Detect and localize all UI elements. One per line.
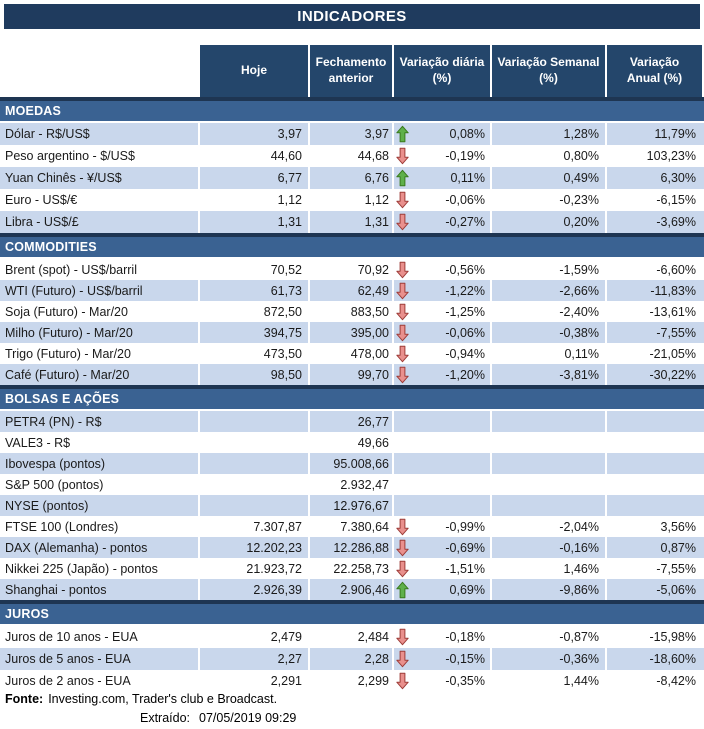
row-label: PETR4 (PN) - R$	[5, 414, 102, 429]
fechamento-value: 2,484	[308, 626, 392, 648]
source-label: Fonte:	[5, 691, 44, 706]
source-note	[0, 689, 704, 708]
trend-down-icon	[396, 324, 409, 341]
trend-up-icon	[396, 170, 409, 187]
variacao-semanal-value: -0,16%	[490, 537, 605, 558]
variacao-semanal-value: 0,49%	[490, 167, 605, 189]
row-label: Juros de 5 anos - EUA	[5, 652, 131, 666]
variacao-anual-value: -8,42%	[605, 670, 702, 692]
variacao-anual-value: -15,98%	[605, 626, 702, 648]
variacao-semanal-value	[490, 453, 605, 474]
row-label: Café (Futuro) - Mar/20	[5, 367, 130, 382]
hoje-value	[198, 432, 308, 453]
table-row	[0, 167, 704, 189]
variacao-semanal-value: -0,87%	[490, 626, 605, 648]
variacao-diaria-value: -1,25%	[445, 304, 485, 319]
row-label: Peso argentino - $/US$	[5, 149, 135, 163]
page-title-text: INDICADORES	[297, 8, 407, 25]
fechamento-value: 12.976,67	[308, 495, 392, 516]
variacao-diaria-value: -0,19%	[445, 149, 485, 163]
hoje-value: 473,50	[198, 343, 308, 364]
variacao-anual-value	[605, 474, 702, 495]
hoje-value: 12.202,23	[198, 537, 308, 558]
row-label: S&P 500 (pontos)	[5, 477, 104, 492]
column-header-fechamento: Fechamento anterior	[308, 45, 392, 97]
section-header-moedas	[0, 97, 704, 123]
table-body	[0, 97, 704, 692]
fechamento-value: 1,12	[308, 189, 392, 211]
trend-down-icon	[396, 282, 409, 299]
column-header-variacao-semanal: Variação Semanal (%)	[490, 45, 605, 97]
hoje-value: 394,75	[198, 322, 308, 343]
row-label: Libra - US$/£	[5, 215, 79, 229]
hoje-value: 2,27	[198, 648, 308, 670]
fechamento-value: 395,00	[308, 322, 392, 343]
hoje-value: 61,73	[198, 280, 308, 301]
variacao-diaria-value: -0,18%	[445, 630, 485, 644]
hoje-value	[198, 495, 308, 516]
fechamento-value: 2.932,47	[308, 474, 392, 495]
section-title: BOLSAS E AÇÕES	[5, 392, 120, 406]
variacao-diaria-cell	[392, 123, 490, 145]
row-label: Juros de 10 anos - EUA	[5, 630, 138, 644]
fechamento-value: 2,28	[308, 648, 392, 670]
hoje-value: 7.307,87	[198, 516, 308, 537]
hoje-value	[198, 411, 308, 432]
fechamento-value: 22.258,73	[308, 558, 392, 579]
trend-down-icon	[396, 629, 409, 646]
fechamento-value: 99,70	[308, 364, 392, 385]
hoje-value: 2.926,39	[198, 579, 308, 600]
fechamento-value: 7.380,64	[308, 516, 392, 537]
table-row	[0, 411, 704, 432]
variacao-semanal-value: 0,80%	[490, 145, 605, 167]
hoje-value: 1,31	[198, 211, 308, 233]
variacao-semanal-value: 1,28%	[490, 123, 605, 145]
row-label: Dólar - R$/US$	[5, 127, 90, 141]
variacao-semanal-value: -3,81%	[490, 364, 605, 385]
table-row	[0, 211, 704, 233]
trend-down-icon	[396, 673, 409, 690]
variacao-diaria-cell	[392, 301, 490, 322]
hoje-value	[198, 474, 308, 495]
trend-down-icon	[396, 560, 409, 577]
variacao-semanal-value	[490, 474, 605, 495]
variacao-diaria-cell	[392, 259, 490, 280]
fechamento-value: 44,68	[308, 145, 392, 167]
variacao-diaria-cell	[392, 474, 490, 495]
row-label: NYSE (pontos)	[5, 498, 89, 513]
table-row	[0, 145, 704, 167]
section-title: COMMODITIES	[5, 240, 97, 254]
fechamento-value: 3,97	[308, 123, 392, 145]
column-header-hoje: Hoje	[198, 45, 308, 97]
row-label: FTSE 100 (Londres)	[5, 519, 119, 534]
variacao-anual-value: -6,60%	[605, 259, 702, 280]
fechamento-value: 1,31	[308, 211, 392, 233]
variacao-anual-value: -30,22%	[605, 364, 702, 385]
extracted-timestamp: 07/05/2019 09:29	[199, 710, 297, 725]
table-row	[0, 626, 704, 648]
extracted-label: Extraído:	[140, 710, 191, 725]
variacao-anual-value: 103,23%	[605, 145, 702, 167]
variacao-anual-value: -21,05%	[605, 343, 702, 364]
trend-up-icon	[396, 581, 409, 598]
indicators-table	[0, 45, 704, 692]
table-row	[0, 474, 704, 495]
variacao-diaria-cell	[392, 280, 490, 301]
variacao-diaria-value: -0,27%	[445, 215, 485, 229]
fechamento-value: 6,76	[308, 167, 392, 189]
hoje-value: 3,97	[198, 123, 308, 145]
variacao-anual-value: -3,69%	[605, 211, 702, 233]
variacao-diaria-value: -0,06%	[445, 325, 485, 340]
variacao-semanal-value: -0,38%	[490, 322, 605, 343]
variacao-diaria-cell	[392, 411, 490, 432]
variacao-anual-value: -11,83%	[605, 280, 702, 301]
row-label: Euro - US$/€	[5, 193, 78, 207]
fechamento-value: 12.286,88	[308, 537, 392, 558]
trend-down-icon	[396, 518, 409, 535]
variacao-diaria-value: -1,51%	[445, 561, 485, 576]
variacao-diaria-cell	[392, 453, 490, 474]
variacao-diaria-cell	[392, 495, 490, 516]
hoje-value: 21.923,72	[198, 558, 308, 579]
trend-down-icon	[396, 651, 409, 668]
hoje-value: 6,77	[198, 167, 308, 189]
variacao-anual-value	[605, 411, 702, 432]
variacao-diaria-value: -0,56%	[445, 262, 485, 277]
variacao-semanal-value: 1,44%	[490, 670, 605, 692]
row-label: Soja (Futuro) - Mar/20	[5, 304, 128, 319]
trend-down-icon	[396, 539, 409, 556]
fechamento-value: 70,92	[308, 259, 392, 280]
variacao-diaria-cell	[392, 626, 490, 648]
variacao-anual-value: -5,06%	[605, 579, 702, 600]
table-row	[0, 301, 704, 322]
variacao-diaria-value: 0,69%	[449, 582, 485, 597]
page-title	[4, 4, 700, 29]
variacao-diaria-cell	[392, 648, 490, 670]
hoje-value: 872,50	[198, 301, 308, 322]
variacao-diaria-value: 0,08%	[449, 127, 485, 141]
variacao-anual-value: 3,56%	[605, 516, 702, 537]
table-row	[0, 537, 704, 558]
variacao-anual-value: -7,55%	[605, 322, 702, 343]
trend-down-icon	[396, 366, 409, 383]
fechamento-value: 2.906,46	[308, 579, 392, 600]
variacao-diaria-value: -0,99%	[445, 519, 485, 534]
variacao-semanal-value	[490, 411, 605, 432]
table-row	[0, 579, 704, 600]
source-text: Investing.com, Trader's club e Broadcast.	[48, 691, 278, 706]
table-row	[0, 453, 704, 474]
hoje-value: 44,60	[198, 145, 308, 167]
variacao-anual-value	[605, 453, 702, 474]
fechamento-value: 26,77	[308, 411, 392, 432]
variacao-semanal-value	[490, 432, 605, 453]
section-header-commodities	[0, 233, 704, 259]
section-header-bolsas-e-a-es	[0, 385, 704, 411]
variacao-semanal-value: -0,36%	[490, 648, 605, 670]
fechamento-value: 478,00	[308, 343, 392, 364]
row-label: Juros de 2 anos - EUA	[5, 674, 131, 688]
table-row	[0, 322, 704, 343]
table-row	[0, 364, 704, 385]
trend-down-icon	[396, 261, 409, 278]
variacao-semanal-value	[490, 495, 605, 516]
column-header-variacao-diaria: Variação diária (%)	[392, 45, 490, 97]
variacao-diaria-value: -0,06%	[445, 193, 485, 207]
variacao-diaria-cell	[392, 145, 490, 167]
variacao-anual-value: -13,61%	[605, 301, 702, 322]
variacao-diaria-cell	[392, 167, 490, 189]
variacao-anual-value: -18,60%	[605, 648, 702, 670]
hoje-value: 2,479	[198, 626, 308, 648]
table-row	[0, 189, 704, 211]
trend-down-icon	[396, 345, 409, 362]
row-label: VALE3 - R$	[5, 435, 71, 450]
trend-down-icon	[396, 148, 409, 165]
fechamento-value: 883,50	[308, 301, 392, 322]
column-header-variacao-anual-text: Variação Anual (%)	[626, 55, 683, 85]
footer	[0, 689, 704, 727]
hoje-value: 70,52	[198, 259, 308, 280]
row-label: Nikkei 225 (Japão) - pontos	[5, 561, 158, 576]
variacao-diaria-value: -0,35%	[445, 674, 485, 688]
fechamento-value: 49,66	[308, 432, 392, 453]
variacao-semanal-value: -2,40%	[490, 301, 605, 322]
row-label: Brent (spot) - US$/barril	[5, 262, 137, 277]
table-row	[0, 558, 704, 579]
hoje-value	[198, 453, 308, 474]
header-label-spacer	[0, 45, 198, 97]
variacao-semanal-value: -1,59%	[490, 259, 605, 280]
row-label: WTI (Futuro) - US$/barril	[5, 283, 143, 298]
variacao-diaria-value: -1,20%	[445, 367, 485, 382]
section-title: JUROS	[5, 607, 50, 621]
table-row	[0, 495, 704, 516]
variacao-diaria-cell	[392, 322, 490, 343]
row-label: Milho (Futuro) - Mar/20	[5, 325, 133, 340]
row-label: Trigo (Futuro) - Mar/20	[5, 346, 131, 361]
hoje-value: 2,291	[198, 670, 308, 692]
variacao-semanal-value: -2,04%	[490, 516, 605, 537]
variacao-diaria-value: -0,69%	[445, 540, 485, 555]
variacao-semanal-value: 1,46%	[490, 558, 605, 579]
trend-up-icon	[396, 126, 409, 143]
variacao-diaria-cell	[392, 343, 490, 364]
hoje-value: 1,12	[198, 189, 308, 211]
row-label: Ibovespa (pontos)	[5, 456, 106, 471]
table-row	[0, 259, 704, 280]
variacao-diaria-value: -0,15%	[445, 652, 485, 666]
trend-down-icon	[396, 192, 409, 209]
trend-down-icon	[396, 303, 409, 320]
variacao-diaria-cell	[392, 432, 490, 453]
fechamento-value: 95.008,66	[308, 453, 392, 474]
hoje-value: 98,50	[198, 364, 308, 385]
table-row	[0, 516, 704, 537]
table-row	[0, 280, 704, 301]
variacao-anual-value: 11,79%	[605, 123, 702, 145]
row-label: Yuan Chinês - ¥/US$	[5, 171, 122, 185]
variacao-semanal-value: 0,11%	[490, 343, 605, 364]
variacao-diaria-cell	[392, 516, 490, 537]
variacao-semanal-value: -0,23%	[490, 189, 605, 211]
variacao-anual-value: -6,15%	[605, 189, 702, 211]
fechamento-value: 62,49	[308, 280, 392, 301]
variacao-diaria-cell	[392, 558, 490, 579]
trend-down-icon	[396, 214, 409, 231]
variacao-anual-value	[605, 495, 702, 516]
variacao-anual-value: 6,30%	[605, 167, 702, 189]
section-title: MOEDAS	[5, 104, 62, 118]
fechamento-value: 2,299	[308, 670, 392, 692]
column-headers	[0, 45, 704, 97]
variacao-diaria-cell	[392, 189, 490, 211]
variacao-diaria-cell	[392, 211, 490, 233]
variacao-diaria-cell	[392, 537, 490, 558]
variacao-semanal-value: -9,86%	[490, 579, 605, 600]
variacao-anual-value	[605, 432, 702, 453]
variacao-diaria-value: 0,11%	[450, 171, 485, 185]
row-label: DAX (Alemanha) - pontos	[5, 540, 148, 555]
variacao-anual-value: -7,55%	[605, 558, 702, 579]
variacao-diaria-cell	[392, 364, 490, 385]
section-header-juros	[0, 600, 704, 626]
table-row	[0, 343, 704, 364]
variacao-anual-value: 0,87%	[605, 537, 702, 558]
table-row	[0, 648, 704, 670]
table-row	[0, 123, 704, 145]
table-row	[0, 432, 704, 453]
variacao-semanal-value: 0,20%	[490, 211, 605, 233]
variacao-semanal-value: -2,66%	[490, 280, 605, 301]
variacao-diaria-value: -1,22%	[445, 283, 485, 298]
row-label: Shanghai - pontos	[5, 582, 107, 597]
variacao-diaria-value: -0,94%	[445, 346, 485, 361]
column-header-variacao-anual	[605, 45, 702, 97]
extraction-note	[0, 708, 704, 727]
variacao-diaria-cell	[392, 579, 490, 600]
